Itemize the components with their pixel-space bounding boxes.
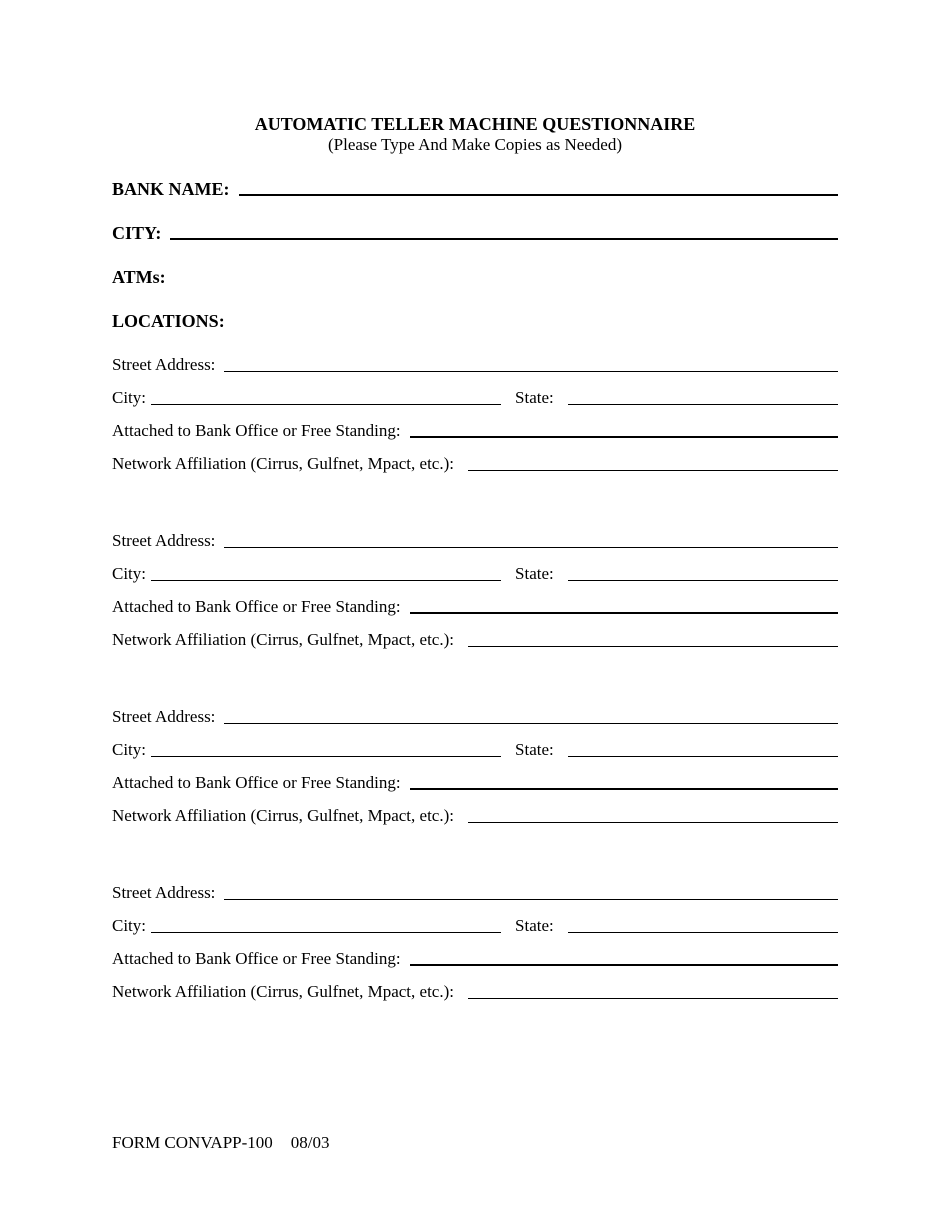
location-4-attached-field[interactable] — [410, 964, 838, 966]
location-1-attached-field[interactable] — [410, 436, 838, 438]
location-2-attached-row — [112, 594, 838, 618]
street-address-label: Street Address: — [112, 707, 216, 726]
network-label: Network Affiliation (Cirrus, Gulfnet, Mpact, etc.): — [112, 454, 454, 473]
street-address-label: Street Address: — [112, 883, 216, 902]
location-1-state-field[interactable] — [568, 404, 838, 405]
state-label: State: — [515, 916, 554, 935]
location-3-attached-row — [112, 770, 838, 794]
location-3-state-field[interactable] — [568, 756, 838, 757]
city-label: City: — [112, 740, 147, 759]
city-label: City: — [112, 564, 147, 583]
location-1-attached-row — [112, 418, 838, 442]
bank-name-label: BANK NAME: — [112, 179, 230, 199]
location-3-attached-field[interactable] — [410, 788, 838, 790]
location-4-street-row — [112, 880, 838, 904]
location-1-network-field[interactable] — [468, 470, 838, 471]
state-label: State: — [515, 564, 554, 583]
location-1-network-row — [112, 451, 838, 475]
location-2-city-field[interactable] — [151, 580, 501, 581]
location-2-street-field[interactable] — [224, 547, 838, 548]
location-3-city-field[interactable] — [151, 756, 501, 757]
street-address-label: Street Address: — [112, 531, 216, 550]
location-4-state-field[interactable] — [568, 932, 838, 933]
location-2-network-field[interactable] — [468, 646, 838, 647]
bank-name-field[interactable] — [239, 194, 839, 196]
state-label: State: — [515, 388, 554, 407]
city-field[interactable] — [170, 238, 838, 240]
location-4-network-field[interactable] — [468, 998, 838, 999]
attached-label: Attached to Bank Office or Free Standing: — [112, 949, 401, 968]
location-1-city-state-row — [112, 385, 838, 409]
network-label: Network Affiliation (Cirrus, Gulfnet, Mpact, etc.): — [112, 630, 454, 649]
location-3-street-field[interactable] — [224, 723, 838, 724]
location-3-network-row — [112, 803, 838, 827]
city-label: City: — [112, 916, 147, 935]
location-2-network-row — [112, 627, 838, 651]
form-footer — [112, 1132, 330, 1154]
location-3-city-state-row — [112, 737, 838, 761]
form-id: FORM CONVAPP-100 — [112, 1133, 273, 1152]
location-2-city-state-row — [112, 561, 838, 585]
network-label: Network Affiliation (Cirrus, Gulfnet, Mpact, etc.): — [112, 982, 454, 1001]
city-label: CITY: — [112, 223, 162, 243]
location-2-state-field[interactable] — [568, 580, 838, 581]
locations-heading: LOCATIONS: — [112, 311, 225, 331]
attached-label: Attached to Bank Office or Free Standing: — [112, 597, 401, 616]
location-3-street-row — [112, 704, 838, 728]
atms-heading: ATMs: — [112, 267, 166, 287]
form-subtitle: (Please Type And Make Copies as Needed) — [327, 135, 623, 154]
location-4-street-field[interactable] — [224, 899, 838, 900]
location-4-city-field[interactable] — [151, 932, 501, 933]
location-4-attached-row — [112, 946, 838, 970]
location-1-street-field[interactable] — [224, 371, 838, 372]
location-1-street-row — [112, 352, 838, 376]
location-1-city-field[interactable] — [151, 404, 501, 405]
location-4-network-row — [112, 979, 838, 1003]
location-3-network-field[interactable] — [468, 822, 838, 823]
state-label: State: — [515, 740, 554, 759]
attached-label: Attached to Bank Office or Free Standing: — [112, 773, 401, 792]
city-row — [112, 220, 838, 244]
location-2-street-row — [112, 528, 838, 552]
form-title: AUTOMATIC TELLER MACHINE QUESTIONNAIRE — [254, 114, 696, 134]
location-2-attached-field[interactable] — [410, 612, 838, 614]
city-label: City: — [112, 388, 147, 407]
location-4-city-state-row — [112, 913, 838, 937]
network-label: Network Affiliation (Cirrus, Gulfnet, Mpact, etc.): — [112, 806, 454, 825]
form-date: 08/03 — [290, 1133, 330, 1152]
bank-name-row — [112, 176, 838, 200]
attached-label: Attached to Bank Office or Free Standing: — [112, 421, 401, 440]
street-address-label: Street Address: — [112, 355, 216, 374]
